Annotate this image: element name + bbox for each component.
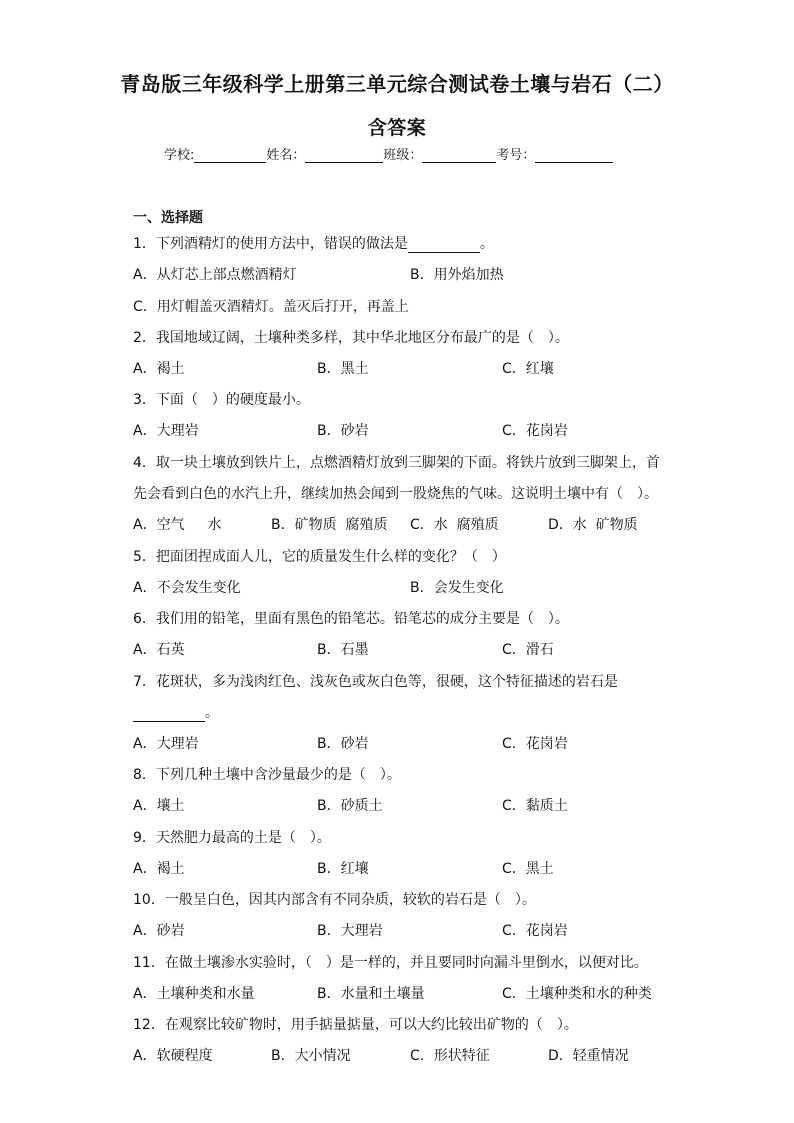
question-2: 2．我国地域辽阔，土壤种类多样，其中华北地区分布最广的是（ ）。	[133, 330, 569, 346]
option-a: A．土壤种类和水量	[133, 986, 255, 1002]
option-b: B．用外焰加热	[410, 267, 504, 283]
document-title-line2: 含答案	[367, 117, 427, 139]
student-info-row	[164, 144, 613, 163]
option-c: C．花岗岩	[502, 423, 568, 439]
option-c: C．形状特征	[410, 1048, 490, 1064]
question-1	[133, 233, 494, 253]
number-blank	[535, 148, 613, 163]
question-9: 9．天然肥力最高的土是（ ）。	[133, 830, 331, 846]
school-label: 学校:	[164, 148, 195, 163]
option-b: B．砂岩	[317, 423, 369, 439]
question-5: 5．把面团捏成面人儿，它的质量发生什么样的变化？（ ）	[133, 549, 506, 565]
option-a: A．褐土	[133, 361, 185, 377]
question-4-line1: 4．取一块土壤放到铁片上，点燃酒精灯放到三脚架的下面。将铁片放到三脚架上，首	[133, 455, 660, 471]
question-12: 12．在观察比较矿物时，用手掂量掂量，可以大约比较出矿物的（ ）。	[133, 1017, 578, 1033]
class-blank	[422, 148, 496, 163]
option-c: C．花岗岩	[502, 923, 568, 939]
option-a: A．大理岩	[133, 736, 199, 752]
question-10: 10．一般呈白色，因其内部含有不同杂质，较软的岩石是（ ）。	[133, 892, 536, 908]
option-a: A．大理岩	[133, 423, 199, 439]
answer-blank	[408, 238, 480, 253]
name-blank	[305, 148, 383, 163]
option-c: C．花岗岩	[502, 736, 568, 752]
question-7-line1: 7．花斑状，多为浅肉红色、浅灰色或灰白色等，很硬，这个特征描述的岩石是	[133, 674, 618, 690]
option-b: B．矿物质 腐殖质	[271, 517, 388, 533]
option-d: D．轻重情况	[548, 1048, 629, 1064]
question-text: 1．下列酒精灯的使用方法中，错误的做法是	[133, 236, 408, 252]
option-c: C．滑石	[502, 642, 554, 658]
answer-blank	[133, 707, 205, 722]
number-label: 考号：	[496, 148, 536, 163]
option-d: D．水 矿物质	[548, 517, 638, 533]
name-label: 姓名：	[266, 148, 306, 163]
option-b: B．水量和土壤量	[317, 986, 425, 1002]
question-6: 6．我们用的铅笔，里面有黑色的铅笔芯。铅笔芯的成分主要是（ ）。	[133, 611, 569, 627]
option-c: C．黏质土	[502, 798, 568, 814]
option-a: A．空气 水	[133, 517, 222, 533]
question-7-line2	[133, 702, 219, 722]
question-11: 11．在做土壤渗水实验时，（ ）是一样的，并且要同时向漏斗里倒水，以便对比。	[133, 955, 648, 971]
option-b: B．会发生变化	[410, 580, 504, 596]
option-b: B．石墨	[317, 642, 369, 658]
document-title: 青岛版三年级科学上册第三单元综合测试卷土壤与岩石（二）	[120, 72, 674, 96]
option-a: A．从灯芯上部点燃酒精灯	[133, 267, 297, 283]
option-c: C．黑土	[502, 861, 554, 877]
option-c: C．用灯帽盖灭酒精灯。盖灭后打开，再盖上	[133, 299, 409, 315]
option-b: B．黑土	[317, 361, 369, 377]
option-b: B．砂岩	[317, 736, 369, 752]
option-c: C．红壤	[502, 361, 554, 377]
section-heading: 一、选择题	[133, 210, 203, 226]
option-b: B．大小情况	[271, 1048, 351, 1064]
question-3: 3．下面（ ）的硬度最小。	[133, 392, 310, 408]
option-a: A．褐土	[133, 861, 185, 877]
option-b: B．大理岩	[317, 923, 383, 939]
option-a: A．软硬程度	[133, 1048, 213, 1064]
option-a: A．不会发生变化	[133, 580, 241, 596]
option-a: A．砂岩	[133, 923, 185, 939]
question-4-line2: 先会看到白色的水汽上升，继续加热会闻到一股烧焦的气味。这说明土壤中有（ ）。	[133, 486, 658, 502]
question-8: 8．下列几种土壤中含沙量最少的是（ ）。	[133, 767, 401, 783]
option-c: C．土壤种类和水的种类	[502, 986, 652, 1002]
option-a: A．壤土	[133, 798, 185, 814]
option-b: B．砂质土	[317, 798, 383, 814]
option-c: C．水 腐殖质	[410, 517, 499, 533]
class-label: 班级：	[383, 148, 423, 163]
option-b: B．红壤	[317, 861, 369, 877]
option-a: A．石英	[133, 642, 185, 658]
question-end: 。	[479, 236, 494, 252]
school-blank	[194, 148, 266, 163]
question-end: 。	[205, 705, 219, 721]
